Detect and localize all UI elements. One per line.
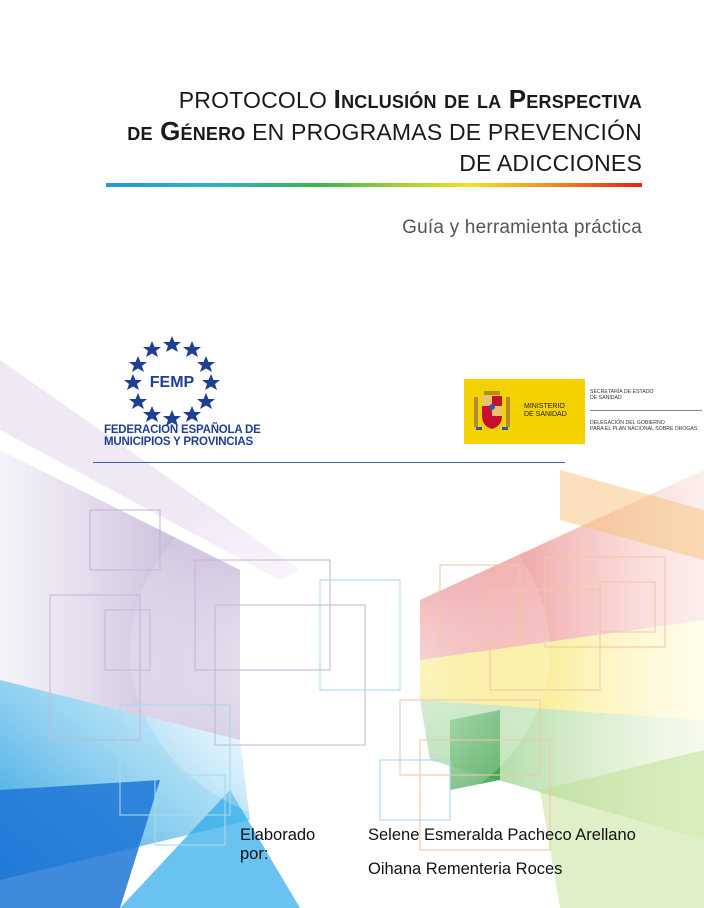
title-bold-2: de Género [127, 116, 246, 146]
document-title [42, 84, 642, 179]
delegacion-line-2: PARA EL PLAN NACIONAL SOBRE DROGAS [590, 426, 698, 432]
ministry-name [524, 403, 567, 419]
authors-label: Elaborado por: [240, 826, 316, 863]
rainbow-divider [106, 183, 642, 187]
author-1: Selene Esmeralda Pacheco Arellano [368, 826, 636, 844]
ministry-yellow-panel [464, 379, 585, 444]
femp-acronym: FEMP [149, 374, 195, 391]
ministry-separator [590, 410, 702, 411]
ministry-name-line-2: DE SANIDAD [524, 411, 567, 418]
title-line-2 [42, 116, 642, 148]
coat-of-arms-icon [472, 387, 512, 437]
secretaria-line-1: SECRETARÍA DE ESTADO [590, 389, 654, 395]
title-line-1 [42, 84, 642, 116]
femp-name [104, 424, 261, 448]
delegacion-text [590, 420, 697, 432]
title-bold-1: Inclusión de la Perspectiva [333, 84, 642, 114]
title-line-3: DE ADICCIONES [459, 150, 642, 176]
title-regular-2: EN PROGRAMAS DE PREVENCIÓN [252, 119, 642, 145]
secretaria-line-2: DE SANIDAD [590, 395, 622, 401]
author-2: Oihana Rementeria Roces [368, 860, 563, 878]
ministry-logo [464, 379, 704, 444]
subtitle: Guía y herramienta práctica [402, 217, 642, 238]
femp-name-line-2: MUNICIPIOS Y PROVINCIAS [104, 436, 253, 448]
title-word-protocolo: PROTOCOLO [178, 87, 328, 113]
delegacion-line-1: DELEGACIÓN DEL GOBIERNO [590, 420, 665, 426]
secretaria-text [590, 389, 654, 401]
femp-name-line-1: FEDERACION ESPAÑOLA DE [104, 424, 261, 436]
femp-underline [93, 462, 565, 463]
ministry-name-line-1: MINISTERIO [524, 403, 565, 410]
